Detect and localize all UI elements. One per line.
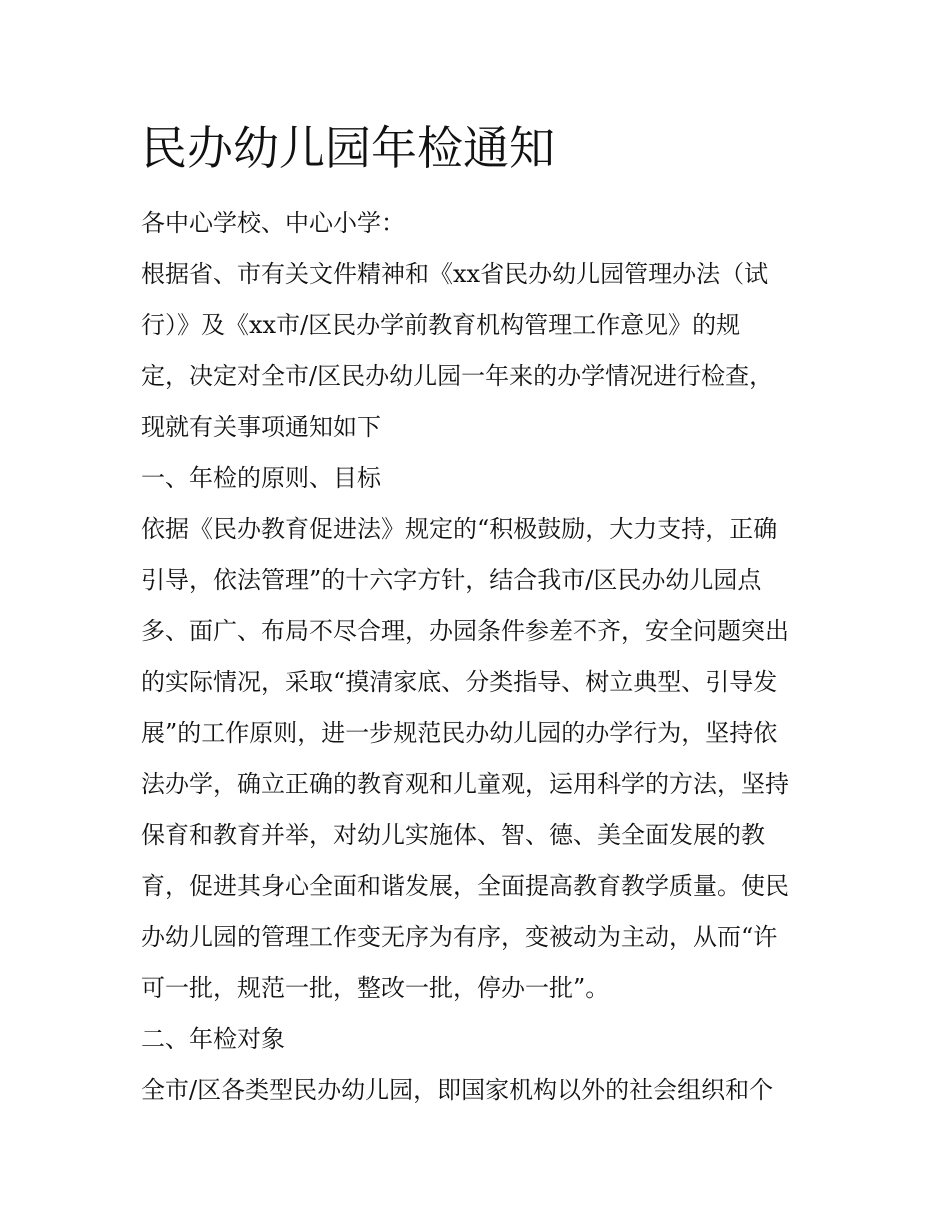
paragraph-line: 全市/区各类型民办幼儿园，即国家机构以外的社会组织和个 [141,1076,774,1104]
paragraph-line: 的实际情况，采取“摸清家底、分类指导、树立典型、引导发 [141,668,778,696]
section-heading-1: 一、年检的原则、目标 [141,464,381,492]
paragraph-line: 定，决定对全市/区民办幼儿园一年来的办学情况进行检查， [141,362,774,390]
paragraph-line: 根据省、市有关文件精神和《xx省民办幼儿园管理办法（试 [141,260,769,288]
paragraph-line: 多、面广、布局不尽合理，办园条件参差不齐，安全问题突出 [141,617,789,645]
paragraph-line: 依据《民办教育促进法》规定的“积极鼓励，大力支持，正确 [141,515,778,543]
document-title: 民办幼儿园年检通知 [141,121,555,175]
paragraph-line: 展”的工作原则，进一步规范民办幼儿园的办学行为，坚持依 [141,719,778,747]
paragraph-line: 可一批，规范一批，整改一批，停办一批”。 [141,974,610,1002]
paragraph-line: 法办学，确立正确的教育观和儿童观，运用科学的方法，坚持 [141,770,789,798]
paragraph-line: 保育和教育并举，对幼儿实施体、智、德、美全面发展的教 [141,821,765,849]
paragraph-line: 引导，依法管理”的十六字方针，结合我市/区民办幼儿园点 [141,566,762,594]
paragraph-line: 行）》及《xx市/区民办学前教育机构管理工作意见》的规 [141,311,741,339]
paragraph-line: 现就有关事项通知如下 [141,413,381,441]
paragraph-line: 育，促进其身心全面和谐发展，全面提高教育教学质量。使民 [141,872,789,900]
paragraph-line: 办幼儿园的管理工作变无序为有序，变被动为主动，从而“许 [141,923,778,951]
section-heading-2: 二、年检对象 [141,1025,285,1053]
salutation-line: 各中心学校、中心小学： [141,209,405,237]
